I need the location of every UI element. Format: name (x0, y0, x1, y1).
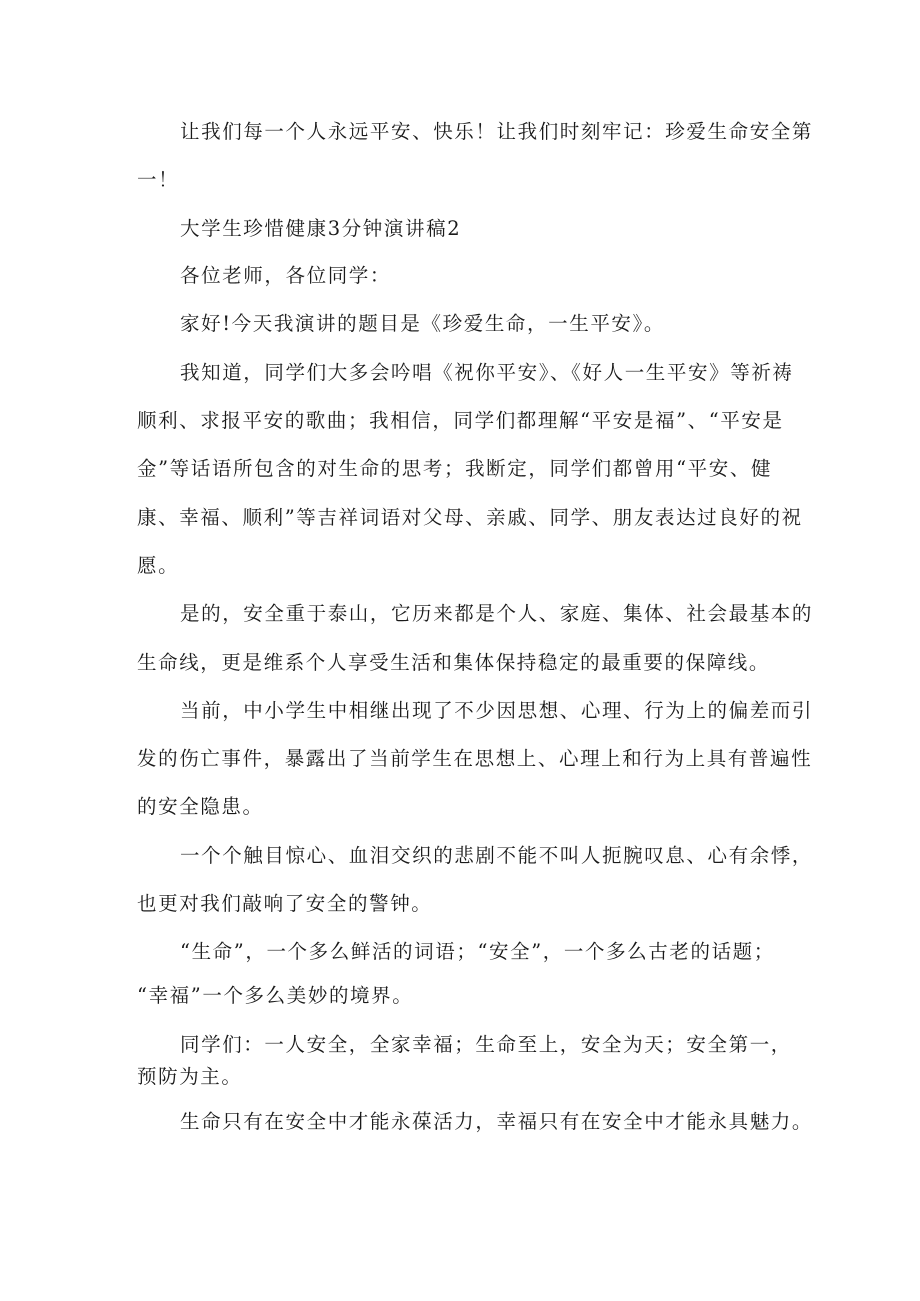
text-line: 是的，安全重于泰山，它历来都是个人、家庭、集体、社会最基本的 (180, 602, 814, 625)
text-line: 当前，中小学生中相继出现了不少因思想、心理、行为上的偏差而引 (180, 699, 814, 722)
section-title: 大学生珍惜健康3分钟演讲稿2 (180, 217, 462, 240)
text-line: 顺利、求报平安的歌曲；我相信，同学们都理解“平安是福”、“平安是 (137, 409, 784, 432)
text-line: 一个个触目惊心、血泪交织的悲剧不能不叫人扼腕叹息、心有余悸， (180, 844, 814, 867)
text-line: 家好!今天我演讲的题目是《珍爱生命，一生平安》。 (180, 312, 665, 335)
text-line: 康、幸福、顺利”等吉祥词语对父母、亲戚、同学、朋友表达过良好的祝 (137, 506, 803, 529)
text-line: 生命线，更是维系个人享受生活和集体保持稳定的最重要的保障线。 (137, 651, 771, 674)
text-line: 一！ (137, 168, 180, 191)
text-line: 预防为主。 (137, 1065, 243, 1088)
text-line: “幸福”一个多么美妙的境界。 (137, 984, 414, 1007)
text-line: 生命只有在安全中才能永葆活力，幸福只有在安全中才能永具魅力。 (180, 1110, 814, 1133)
text-line: 让我们每一个人永远平安、快乐！让我们时刻牢记：珍爱生命安全第 (180, 120, 814, 143)
text-line: 也更对我们敲响了安全的警钟。 (137, 892, 433, 915)
text-line: 金”等话语所包含的对生命的思考；我断定，同学们都曾用“平安、健 (137, 457, 773, 480)
text-line: 我知道，同学们大多会吟唱《祝你平安》、《好人一生平安》等祈祷 (180, 361, 794, 384)
text-line: “生命”，一个多么鲜活的词语；“安全”，一个多么古老的话题； (180, 940, 775, 963)
text-line: 的安全隐患。 (137, 795, 264, 818)
text-line: 同学们：一人安全，全家幸福；生命至上，安全为天；安全第一， (180, 1033, 792, 1056)
salutation: 各位老师，各位同学： (180, 264, 392, 287)
text-line: 发的伤亡事件，暴露出了当前学生在思想上、心理上和行为上具有普遍性 (137, 747, 813, 770)
text-line: 愿。 (137, 554, 180, 577)
